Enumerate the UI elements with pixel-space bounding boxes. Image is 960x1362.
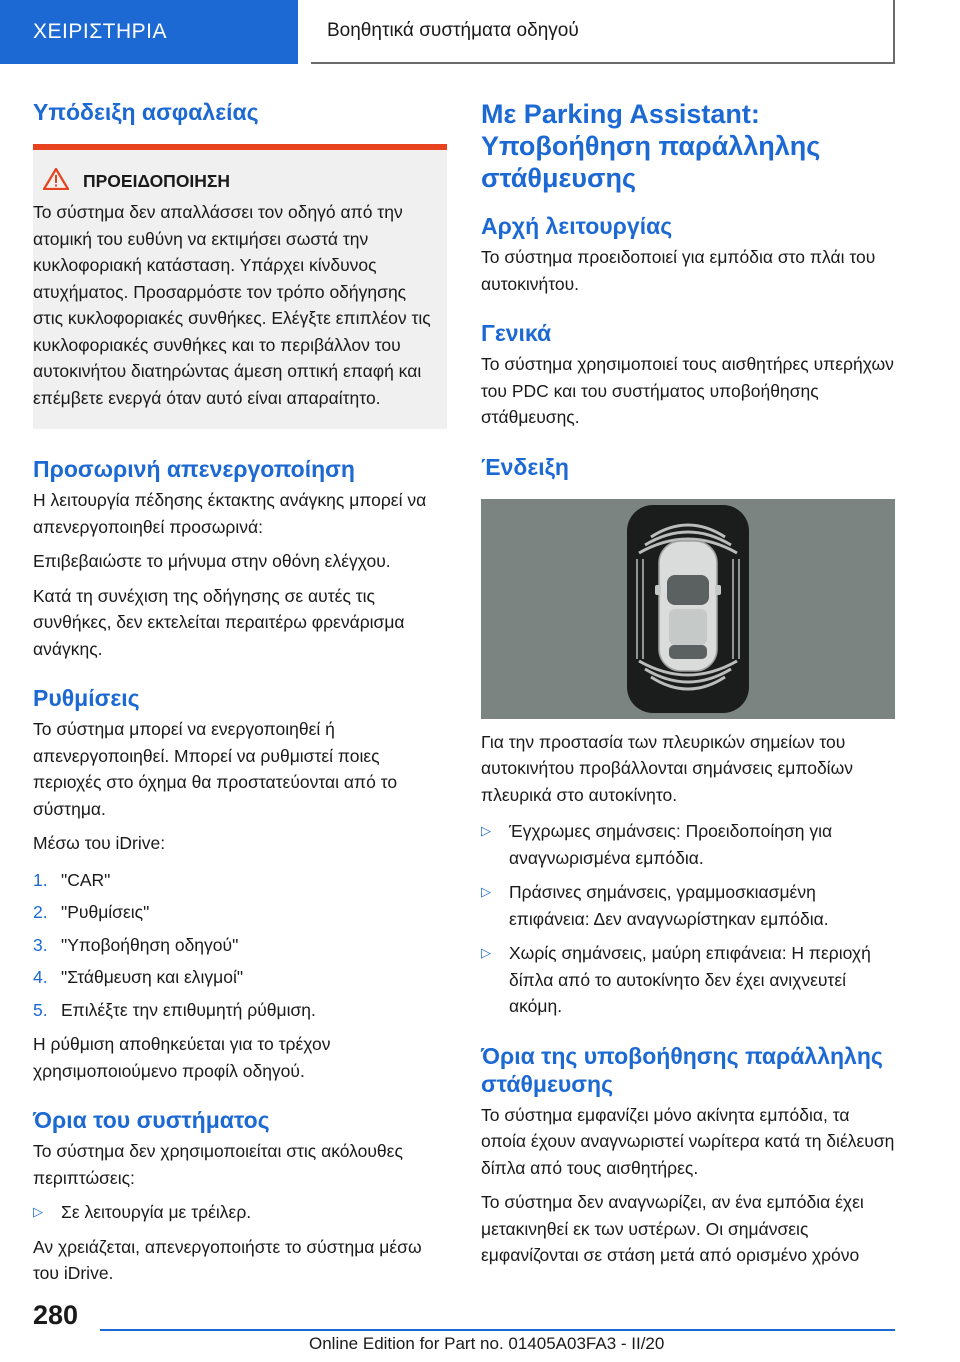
step-text: "CAR": [61, 869, 111, 890]
bullet-text: Χωρίς σημάνσεις, μαύρη επιφάνεια: Η περιοχή δίπλα από το αυτοκίνητο δεν έχει ανιχνευτεί ακόμη.: [509, 943, 871, 1016]
temp-paragraph-3: Κατά τη συνέχιση της οδήγησης σε αυτές τις συνθήκες, δεν εκτελείται περαιτέρω φρενάρισμα ανάγκης.: [33, 585, 405, 659]
list-item: [481, 818, 895, 871]
step-number: 1.: [33, 869, 48, 890]
header-chapter-label: Βοηθητικά συστήματα οδηγού: [327, 20, 579, 41]
list-item: [481, 879, 895, 932]
safety-heading: Υπόδειξη ασφαλείας: [33, 99, 259, 125]
list-item: [33, 899, 447, 926]
temp-deactivation-heading: Προσωρινή απενεργοποίηση: [33, 456, 355, 482]
list-item: [33, 1199, 447, 1226]
bullet-text: Έγχρωμες σημάνσεις: Προειδοποίηση για αναγνωρισμένα εμπόδια.: [509, 821, 833, 868]
warning-text: Το σύστημα δεν απαλλάσσει τον οδηγό από την ατομική του ευθύνη να εκτιμήσει σωστά την κυκλοφοριακή κατάσταση. Υπάρχει κίνδυνος ατυχήματος. Προσαρμόστε τον τρόπο οδήγησης στις κυκλοφοριακές συνθήκες. Ελέγξτε επιπλέον τις κυκλοφοριακές συνθήκες και το περιβάλλον του αυτοκινήτου διατηρώντας άμεση οπτική επαφή και επέμβετε ενεργά όταν αυτό είναι απαραίτητο.: [33, 202, 431, 408]
step-number: 3.: [33, 934, 48, 955]
bullet-text: Σε λειτουργία με τρέιλερ.: [61, 1202, 252, 1222]
list-item: [481, 940, 895, 1020]
step-text: "Στάθμευση και ελιγμοί": [61, 967, 244, 987]
principle-heading: Αρχή λειτουργίας: [481, 213, 673, 239]
settings-heading: Ρυθμίσεις: [33, 685, 140, 711]
warning-header: [33, 168, 435, 195]
temp-paragraph-1: Η λειτουργία πέδησης έκτακτης ανάγκης μπορεί να απενεργοποιηθεί προσωρινά:: [33, 490, 427, 537]
step-text: "Υποβοήθηση οδηγού": [61, 934, 239, 955]
parallel-limits-paragraph-1: Το σύστημα εμφανίζει μόνο ακίνητα εμπόδια, τα οποία έχουν αναγνωριστεί νωρίτερα κατά τη διέλευση δίπλα από τους αισθητήρες.: [481, 1104, 895, 1178]
triangle-right-icon: ▷: [481, 945, 491, 960]
display-heading: Ένδειξη: [481, 453, 569, 480]
display-bullets: [481, 818, 895, 1020]
display-paragraph: Για την προστασία των πλευρικών σημείων του αυτοκινήτου προβάλλονται σημάνσεις εμποδίων πλευρικά στο αυτοκίνητο.: [481, 731, 853, 805]
settings-paragraph-1: Το σύστημα μπορεί να ενεργοποιηθεί ή απενεργοποιηθεί. Μπορεί να ρυθμιστεί ποιες περιοχές στο όχημα θα προστατεύονται από το σύστημα.: [33, 719, 398, 819]
triangle-right-icon: ▷: [481, 884, 491, 899]
page-number: 280: [33, 1300, 79, 1330]
settings-paragraph-2: Μέσω του iDrive:: [33, 833, 166, 853]
parking-display-image: [481, 499, 895, 719]
list-item: [33, 867, 447, 894]
limits-paragraph-1: Το σύστημα δεν χρησιμοποιείται στις ακόλουθες περιπτώσεις:: [33, 1141, 403, 1188]
main-heading: Με Parking Assistant: Υποβοήθηση παράλληλης στάθμευσης: [481, 99, 821, 193]
footer-divider: [100, 1329, 895, 1331]
settings-paragraph-3: Η ρύθμιση αποθηκεύεται για το τρέχον χρησιμοποιούμενο προφίλ οδηγού.: [33, 1034, 331, 1081]
triangle-right-icon: ▷: [481, 823, 491, 838]
list-item: [33, 997, 447, 1024]
right-column: [481, 98, 895, 1269]
left-column: [33, 98, 447, 1287]
warning-box: [33, 144, 447, 429]
principle-paragraph: Το σύστημα προειδοποιεί για εμπόδια στο πλάι του αυτοκινήτου.: [481, 247, 876, 294]
limits-bullets: [33, 1199, 447, 1226]
step-text: "Ρυθμίσεις": [61, 902, 150, 922]
step-text: Επιλέξτε την επιθυμητή ρύθμιση.: [61, 999, 316, 1020]
parallel-limits-paragraph-2: Το σύστημα δεν αναγνωρίζει, αν ένα εμπόδια έχει μετακινηθεί εκ των υστέρων. Οι σημάνσεις εμφανίζονται σε στάση μετά από ορισμένο χρόνο: [481, 1192, 864, 1265]
warning-title: ΠΡΟΕΙΔΟΠΟΙΗΣΗ: [83, 171, 231, 191]
step-number: 5.: [33, 999, 48, 1020]
settings-steps: [33, 867, 447, 1024]
temp-paragraph-2: Επιβεβαιώστε το μήνυμα στην οθόνη ελέγχου.: [33, 551, 391, 571]
step-number: 2.: [33, 902, 48, 922]
header-section-label: ΧΕΙΡΙΣΤΗΡΙΑ: [33, 20, 168, 43]
parallel-limits-heading: Όρια της υποβοήθησης παράλληλης στάθμευσης: [481, 1042, 883, 1097]
list-item: [33, 964, 447, 991]
general-heading: Γενικά: [481, 320, 552, 346]
header-section-tab: [0, 0, 298, 64]
step-number: 4.: [33, 967, 48, 987]
triangle-right-icon: ▷: [33, 1204, 43, 1219]
list-item: [33, 932, 447, 959]
warning-triangle-icon: [43, 168, 69, 195]
header-chapter-box: [311, 0, 895, 64]
footer-edition: Online Edition for Part no. 01405A03FA3 - II/20: [309, 1334, 665, 1353]
limits-heading: Όρια του συστήματος: [33, 1107, 270, 1133]
limits-paragraph-2: Αν χρειάζεται, απενεργοποιήστε το σύστημα μέσω του iDrive.: [33, 1236, 422, 1283]
bullet-text: Πράσινες σημάνσεις, γραμμοσκιασμένη επιφάνεια: Δεν αναγνωρίστηκαν εμπόδια.: [509, 882, 829, 929]
general-paragraph: Το σύστημα χρησιμοποιεί τους αισθητήρες υπερήχων του PDC και του συστήματος υποβοήθησης στάθμευσης.: [481, 354, 894, 427]
